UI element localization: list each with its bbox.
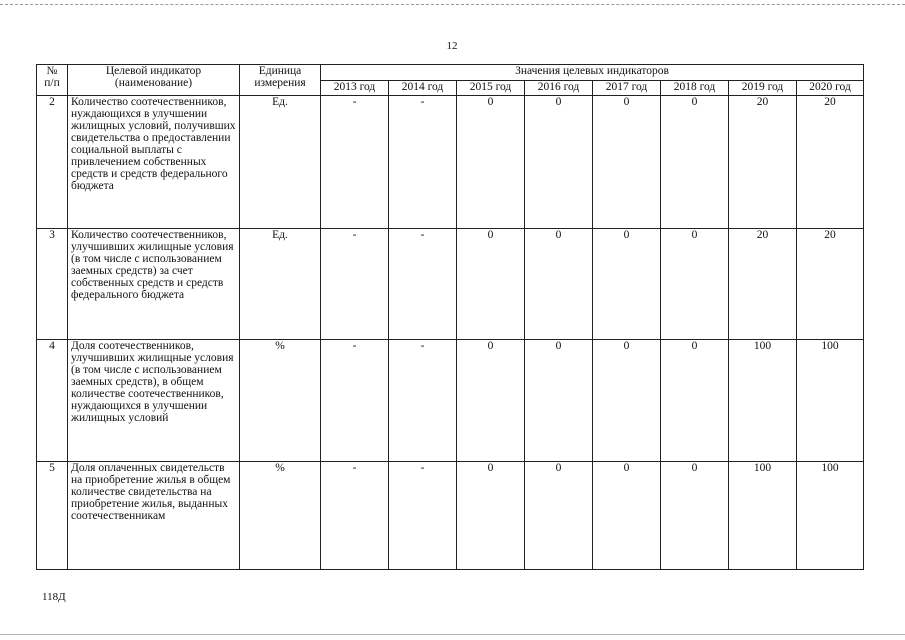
header-year: 2018 год [661,81,729,96]
value-cell: 100 [729,340,797,462]
header-year: 2017 год [593,81,661,96]
header-indicator-name [68,65,240,96]
indicator-name: Количество соотечественников, нуждающихся в улучшении жилищных условий, получивших свидетельства о предоставлении социальной выплаты с привлечением собственных средств и средств федерального бюджета [68,96,240,229]
value-cell: 0 [525,340,593,462]
header-year: 2020 год [797,81,864,96]
value-cell: 0 [457,340,525,462]
indicator-name: Доля оплаченных свидетельств на приобретение жилья в общем количестве свидетельства на приобретение жилья, выданных соотечественникам [68,462,240,570]
value-cell: 0 [457,462,525,570]
header-unit-line2: измерения [254,77,306,89]
value-cell: 0 [457,229,525,340]
value-cell: 0 [525,229,593,340]
value-cell: 20 [729,229,797,340]
value-cell: 0 [457,96,525,229]
unit-cell: % [240,340,321,462]
value-cell: - [321,229,389,340]
header-year: 2016 год [525,81,593,96]
value-cell: 0 [593,340,661,462]
table-row [37,96,864,229]
page-number: 12 [446,40,458,52]
unit-cell: Ед. [240,229,321,340]
value-cell: 0 [593,229,661,340]
header-year: 2019 год [729,81,797,96]
value-cell: 100 [797,340,864,462]
header-year: 2014 год [389,81,457,96]
value-cell: 100 [797,462,864,570]
header-unit-line1: Единица [258,65,302,77]
value-cell: - [321,462,389,570]
value-cell: - [321,340,389,462]
target-indicators-table [36,64,864,570]
value-cell: 0 [593,96,661,229]
value-cell: - [389,340,457,462]
header-num-line2: п/п [44,77,60,89]
value-cell: 20 [797,96,864,229]
value-cell: 0 [661,462,729,570]
header-name-line2: (наименование) [114,77,193,89]
row-number: 4 [37,340,68,462]
header-unit [240,65,321,96]
value-cell: - [321,96,389,229]
header-values-group: Значения целевых индикаторов [321,65,864,81]
value-cell: - [389,96,457,229]
value-cell: 0 [593,462,661,570]
value-cell: 0 [525,462,593,570]
value-cell: 0 [661,96,729,229]
value-cell: 100 [729,462,797,570]
header-name-line1: Целевой индикатор [105,65,202,77]
document-code: 118Д [42,591,66,603]
indicator-name: Доля соотечественников, улучшивших жилищные условия (в том числе с использованием заемных средств), в общем количестве соотечественников, нуждающихся в улучшении жилищных условий [68,340,240,462]
value-cell: - [389,462,457,570]
row-number: 3 [37,229,68,340]
value-cell: 20 [797,229,864,340]
table-row [37,229,864,340]
row-number: 2 [37,96,68,229]
table-row [37,340,864,462]
indicator-name: Количество соотечественников, улучшивших жилищные условия (в том числе с использованием заемных средств) за счет собственных средств и средств федерального бюджета [68,229,240,340]
table-row [37,462,864,570]
unit-cell: Ед. [240,96,321,229]
header-year: 2013 год [321,81,389,96]
row-number: 5 [37,462,68,570]
value-cell: - [389,229,457,340]
scan-edge-bottom [0,634,905,635]
value-cell: 0 [661,229,729,340]
value-cell: 20 [729,96,797,229]
scan-edge-top [0,4,905,5]
value-cell: 0 [661,340,729,462]
header-num [37,65,68,96]
header-year: 2015 год [457,81,525,96]
value-cell: 0 [525,96,593,229]
header-num-line1: № [46,65,58,77]
unit-cell: % [240,462,321,570]
